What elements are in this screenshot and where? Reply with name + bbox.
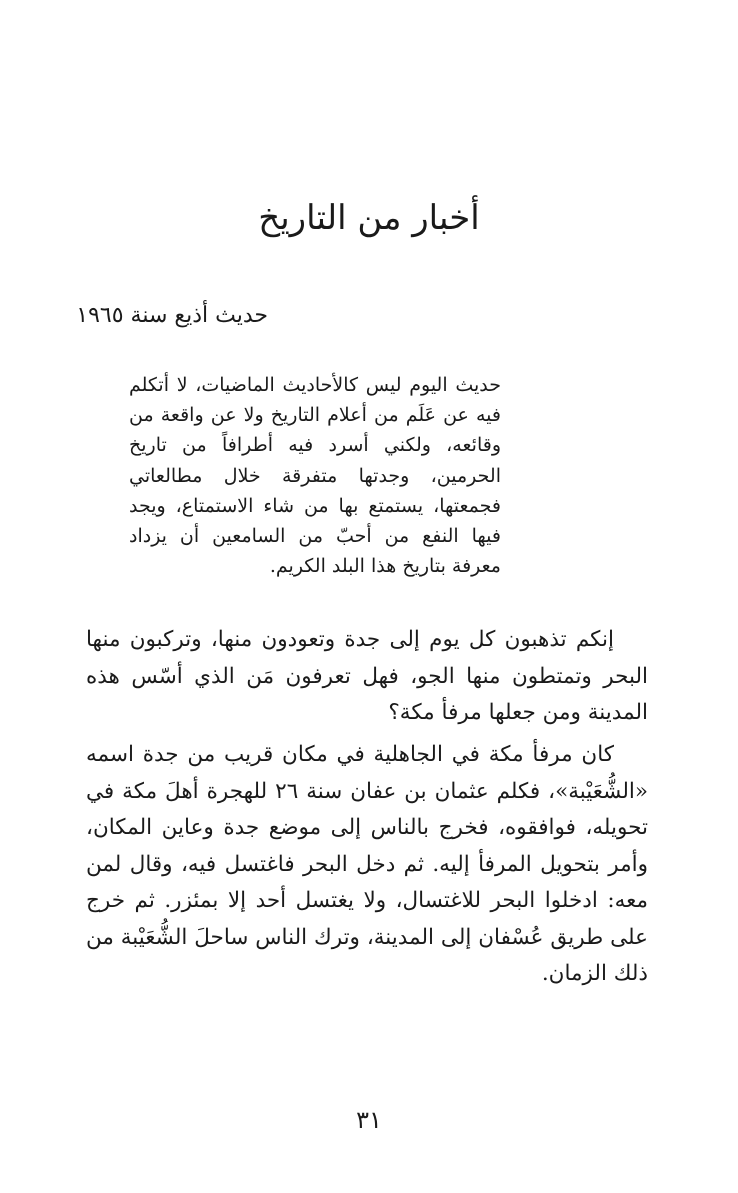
body-paragraph: إنكم تذهبون كل يوم إلى جدة وتعودون منها، وتركبون منها البحر وتمتطون منها الجو، فهل تعرفون مَن الذي أسّس هذه المدينة ومن جعلها مرفأ مكة؟: [86, 627, 648, 725]
page-number: ٣١: [356, 1106, 382, 1134]
body-paragraph: كان مرفأ مكة في الجاهلية في مكان قريب من جدة اسمه «الشُّعَيْبة»، فكلم عثمان بن عفان سنة ٢٦ للهجرة أهلَ مكة في تحويله، فوافقوه، فخرج بالناس إلى موضع جدة وعاين المكان، وأمر بتحويل المرفأ إليه. ثم دخل البحر فاغتسل فيه، وقال لمن معه: ادخلوا البحر للاغتسال، ولا يغتسل أحد إلا بمئزر. ثم خرج على طريق عُسْفان إلى المدينة، وترك الناس ساحلَ الشُّعَيْبة من ذلك الزمان.: [86, 742, 648, 986]
chapter-title: أخبار من التاريخ: [258, 198, 480, 238]
intro-paragraph: حديث اليوم ليس كالأحاديث الماضيات، لا أتكلم فيه عن عَلَم من أعلام التاريخ ولا عن واقعة من وقائعه، ولكني أسرد فيه أطرافاً من تاريخ الحرمين، وجدتها متفرقة خلال مطالعاتي فجمعتها، يستمتع بها من شاء الاستمتاع، ويجد فيها النفع من أحبّ من السامعين أن يزداد معرفة بتاريخ هذا البلد الكريم.: [129, 374, 501, 578]
broadcast-subtitle: حديث أذيع سنة ١٩٦٥: [76, 303, 268, 328]
